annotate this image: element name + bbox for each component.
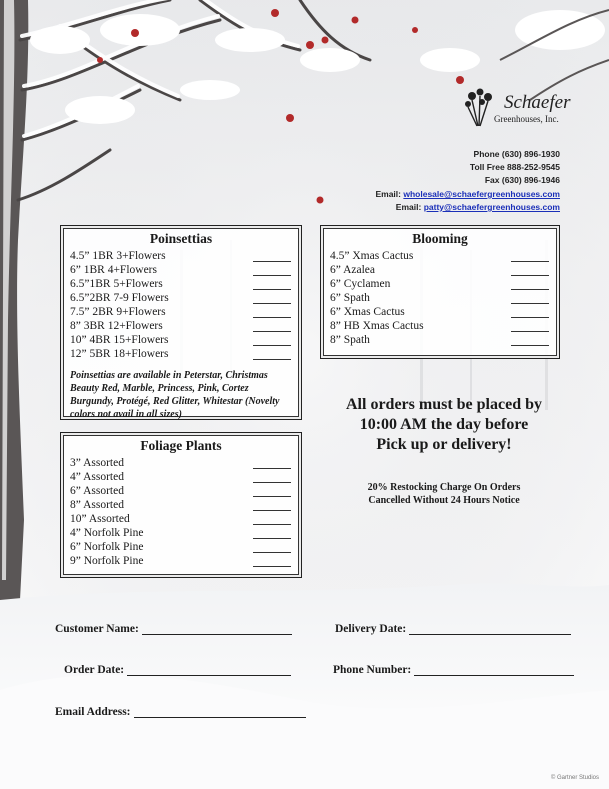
quantity-blank[interactable] (253, 552, 291, 553)
quantity-blank[interactable] (253, 331, 291, 332)
poinsettias-box (60, 225, 302, 420)
quantity-blank[interactable] (253, 317, 291, 318)
company-subtitle: Greenhouses, Inc. (494, 114, 559, 124)
quantity-blank[interactable] (511, 331, 549, 332)
list-item: 4” Norfolk Pine (61, 526, 301, 540)
quantity-blank[interactable] (253, 275, 291, 276)
list-item: 3” Assorted (61, 456, 301, 470)
quantity-blank[interactable] (253, 538, 291, 539)
quantity-blank[interactable] (253, 566, 291, 567)
customer-name-label: Customer Name: (55, 623, 139, 635)
email-address-input[interactable] (134, 705, 306, 718)
list-item: 4.5” 1BR 3+Flowers (61, 249, 301, 263)
quantity-blank[interactable] (253, 496, 291, 497)
quantity-blank[interactable] (253, 289, 291, 290)
photo-credit: © Gartner Studios (550, 775, 599, 781)
list-item: 12” 5BR 18+Flowers (61, 347, 301, 361)
list-item: 10” 4BR 15+Flowers (61, 333, 301, 347)
patty-email-link[interactable]: patty@schaefergreenhouses.com (423, 202, 560, 212)
company-logo (460, 86, 580, 142)
quantity-blank[interactable] (511, 261, 549, 262)
quantity-blank[interactable] (253, 261, 291, 262)
customer-name-input[interactable] (142, 622, 292, 635)
list-item: 9” Norfolk Pine (61, 554, 301, 568)
quantity-blank[interactable] (253, 303, 291, 304)
quantity-blank[interactable] (253, 524, 291, 525)
announcement-line: 10:00 AM the day before (359, 416, 529, 433)
list-item: 8” Spath (321, 333, 559, 347)
announcement-line: All orders must be placed by (346, 396, 542, 413)
email-info (375, 188, 560, 214)
contact-info (470, 148, 560, 187)
email-address-field (55, 705, 306, 718)
phone-number-input[interactable] (414, 663, 574, 676)
quantity-blank[interactable] (511, 275, 549, 276)
list-item: 8” HB Xmas Cactus (321, 319, 559, 333)
foliage-plants-box (60, 432, 302, 578)
list-item: 8” Assorted (61, 498, 301, 512)
order-date-input[interactable] (127, 663, 291, 676)
email-label: Email: (395, 202, 422, 212)
delivery-date-label: Delivery Date: (335, 623, 407, 635)
list-item: 6” Assorted (61, 484, 301, 498)
quantity-blank[interactable] (511, 345, 549, 346)
order-date-label: Order Date: (64, 664, 125, 676)
delivery-date-field (335, 622, 571, 635)
list-item: 10” Assorted (61, 512, 301, 526)
quantity-blank[interactable] (253, 510, 291, 511)
quantity-blank[interactable] (511, 317, 549, 318)
list-item: 6” 1BR 4+Flowers (61, 263, 301, 277)
quantity-blank[interactable] (511, 289, 549, 290)
list-item: 4.5” Xmas Cactus (321, 249, 559, 263)
quantity-blank[interactable] (253, 345, 291, 346)
wholesale-email-link[interactable]: wholesale@schaefergreenhouses.com (403, 189, 560, 199)
list-item: 6” Xmas Cactus (321, 305, 559, 319)
list-item: 6” Norfolk Pine (61, 540, 301, 554)
list-item: 6” Spath (321, 291, 559, 305)
quantity-blank[interactable] (253, 482, 291, 483)
list-item: 7.5” 2BR 9+Flowers (61, 305, 301, 319)
customer-name-field (55, 622, 292, 635)
poinsettias-title: Poinsettias (149, 231, 213, 246)
company-name: Schaefer (504, 92, 571, 113)
phone-number-label: Phone Number: (333, 664, 412, 676)
restocking-line: Cancelled Without 24 Hours Notice (368, 495, 520, 506)
order-deadline-announcement (304, 395, 584, 455)
quantity-blank[interactable] (511, 303, 549, 304)
email-label: Email: (375, 189, 401, 199)
list-item: 8” 3BR 12+Flowers (61, 319, 301, 333)
foliage-title: Foliage Plants (140, 438, 222, 453)
restocking-notice (304, 481, 584, 507)
list-item: 6.5”2BR 7-9 Flowers (61, 291, 301, 305)
order-date-field (64, 663, 291, 676)
phone-number-field (333, 663, 574, 676)
list-item: 6” Azalea (321, 263, 559, 277)
blooming-title: Blooming (412, 231, 468, 246)
list-item: 6.5”1BR 5+Flowers (61, 277, 301, 291)
list-item: 4” Assorted (61, 470, 301, 484)
toll-free-number: Toll Free 888-252-9545 (469, 162, 560, 172)
phone-number: Phone (630) 896-1930 (473, 149, 560, 159)
fax-number: Fax (630) 896-1946 (484, 175, 560, 185)
quantity-blank[interactable] (253, 359, 291, 360)
announcement-line: Pick up or delivery! (376, 436, 512, 453)
quantity-blank[interactable] (253, 468, 291, 469)
poinsettias-availability-note: Poinsettias are available in Peterstar, Christmas Beauty Red, Marble, Princess, Pink, Cortez Burgundy, Protégé, Red Glitter, Whitestar (Novelty colors not avail in all sizes) (70, 370, 280, 420)
delivery-date-input[interactable] (409, 622, 571, 635)
blooming-box (320, 225, 560, 359)
email-address-label: Email Address: (55, 706, 131, 718)
restocking-line: 20% Restocking Charge On Orders (367, 482, 521, 493)
list-item: 6” Cyclamen (321, 277, 559, 291)
